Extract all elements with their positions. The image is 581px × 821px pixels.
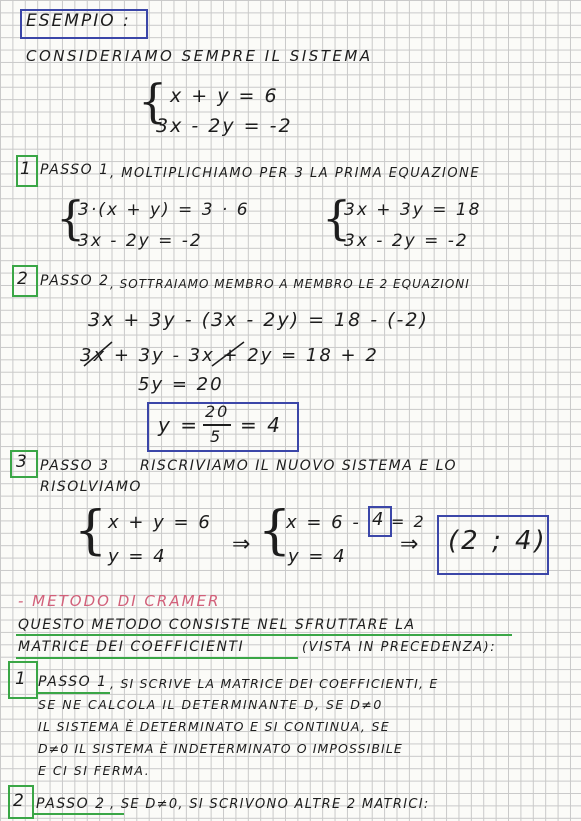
cramer-p1-line-1: , SI SCRIVE LA MATRICE DEI COEFFICIENTI, E — [110, 676, 439, 691]
step2-line-3: 5y = 20 — [138, 374, 224, 395]
step2-result-var: y = — [158, 413, 199, 437]
step3-brace-2: { — [258, 501, 292, 561]
step2-line-1: 3x + 3y - (3x - 2y) = 18 - (-2) — [88, 309, 429, 331]
cramer-p1-label: PASSO 1 — [38, 674, 108, 690]
step3-text-b: RISOLVIAMO — [40, 479, 142, 495]
cramer-desc-c: (VISTA IN PRECEDENZA): — [302, 640, 497, 655]
system-brace: { — [138, 74, 168, 128]
cramer-p1-line-5: E CI SI FERMA. — [38, 763, 151, 778]
step1-text: , MOLTIPLICHIAMO PER 3 LA PRIMA EQUAZIONE — [110, 166, 481, 181]
step2-text: , SOTTRAIAMO MEMBRO A MEMBRO LE 2 EQUAZIONI — [110, 277, 470, 291]
step3-sys1-eq-2: y = 4 — [108, 546, 167, 567]
cramer-p2-label: PASSO 2 — [36, 796, 106, 812]
step1-left-eq-1: 3·(x + y) = 3 · 6 — [78, 200, 250, 220]
step1-number: 1 — [20, 159, 31, 179]
step1-label: PASSO 1 — [40, 162, 110, 178]
step3-text-a: RISCRIVIAMO IL NUOVO SISTEMA E LO — [140, 458, 457, 474]
step2-line-2: 3x + 3y - 3x + 2y = 18 + 2 — [80, 345, 379, 366]
step3-number: 3 — [16, 452, 27, 472]
step1-left-eq-2: 3x - 2y = -2 — [78, 231, 203, 251]
cramer-p2-text: , SE D≠0, SI SCRIVONO ALTRE 2 MATRICI: — [110, 797, 430, 812]
step2-frac-den: 5 — [210, 427, 223, 446]
cramer-heading: - METODO DI CRAMER — [18, 592, 221, 610]
cramer-p1-number: 1 — [15, 669, 26, 689]
cancel-stroke-2 — [212, 342, 244, 366]
step2-number: 2 — [17, 269, 28, 289]
cancel-stroke-1 — [84, 342, 112, 366]
system-eq-2: 3x - 2y = -2 — [156, 115, 293, 137]
step3-arrow-2: ⇒ — [400, 532, 421, 557]
step3-sys2-eq-1a: x = 6 - — [286, 512, 361, 533]
step3-arrow-1: ⇒ — [232, 532, 253, 557]
cramer-p1-line-4: D≠0 IL SISTEMA È INDETERMINATO O IMPOSSIBILE — [38, 741, 403, 756]
step3-brace-1: { — [74, 501, 108, 561]
step3-sys1-eq-1: x + y = 6 — [108, 512, 212, 533]
cramer-p1-line-2: SE NE CALCOLA IL DETERMINANTE D, SE D≠0 — [38, 697, 383, 712]
step3-boxed-value: 4 — [372, 509, 386, 530]
cramer-p2-number: 2 — [13, 791, 24, 811]
cramer-desc-a: QUESTO METODO CONSISTE NEL SFRUTTARE LA — [18, 617, 416, 633]
step2-result-value: = 4 — [240, 413, 282, 437]
step1-right-brace: { — [322, 191, 352, 245]
step3-sys2-eq-1b: = 2 — [391, 512, 426, 531]
step2-label: PASSO 2 — [40, 273, 110, 289]
cramer-desc-b: MATRICE DEI COEFFICIENTI — [18, 639, 245, 655]
step1-left-brace: { — [56, 191, 86, 245]
page-title: ESEMPIO : — [26, 11, 131, 31]
intro-text: CONSIDERIAMO SEMPRE IL SISTEMA — [26, 47, 373, 65]
step1-right-eq-1: 3x + 3y = 18 — [344, 200, 482, 220]
solution-value: (2 ; 4) — [448, 526, 548, 556]
step1-right-eq-2: 3x - 2y = -2 — [344, 231, 469, 251]
system-eq-1: x + y = 6 — [170, 85, 279, 107]
step3-label: PASSO 3 — [40, 458, 110, 474]
step3-sys2-eq-2: y = 4 — [288, 546, 347, 567]
step2-frac-num: 20 — [205, 402, 230, 421]
cramer-p1-line-3: IL SISTEMA È DETERMINATO E SI CONTINUA, SE — [38, 719, 390, 734]
